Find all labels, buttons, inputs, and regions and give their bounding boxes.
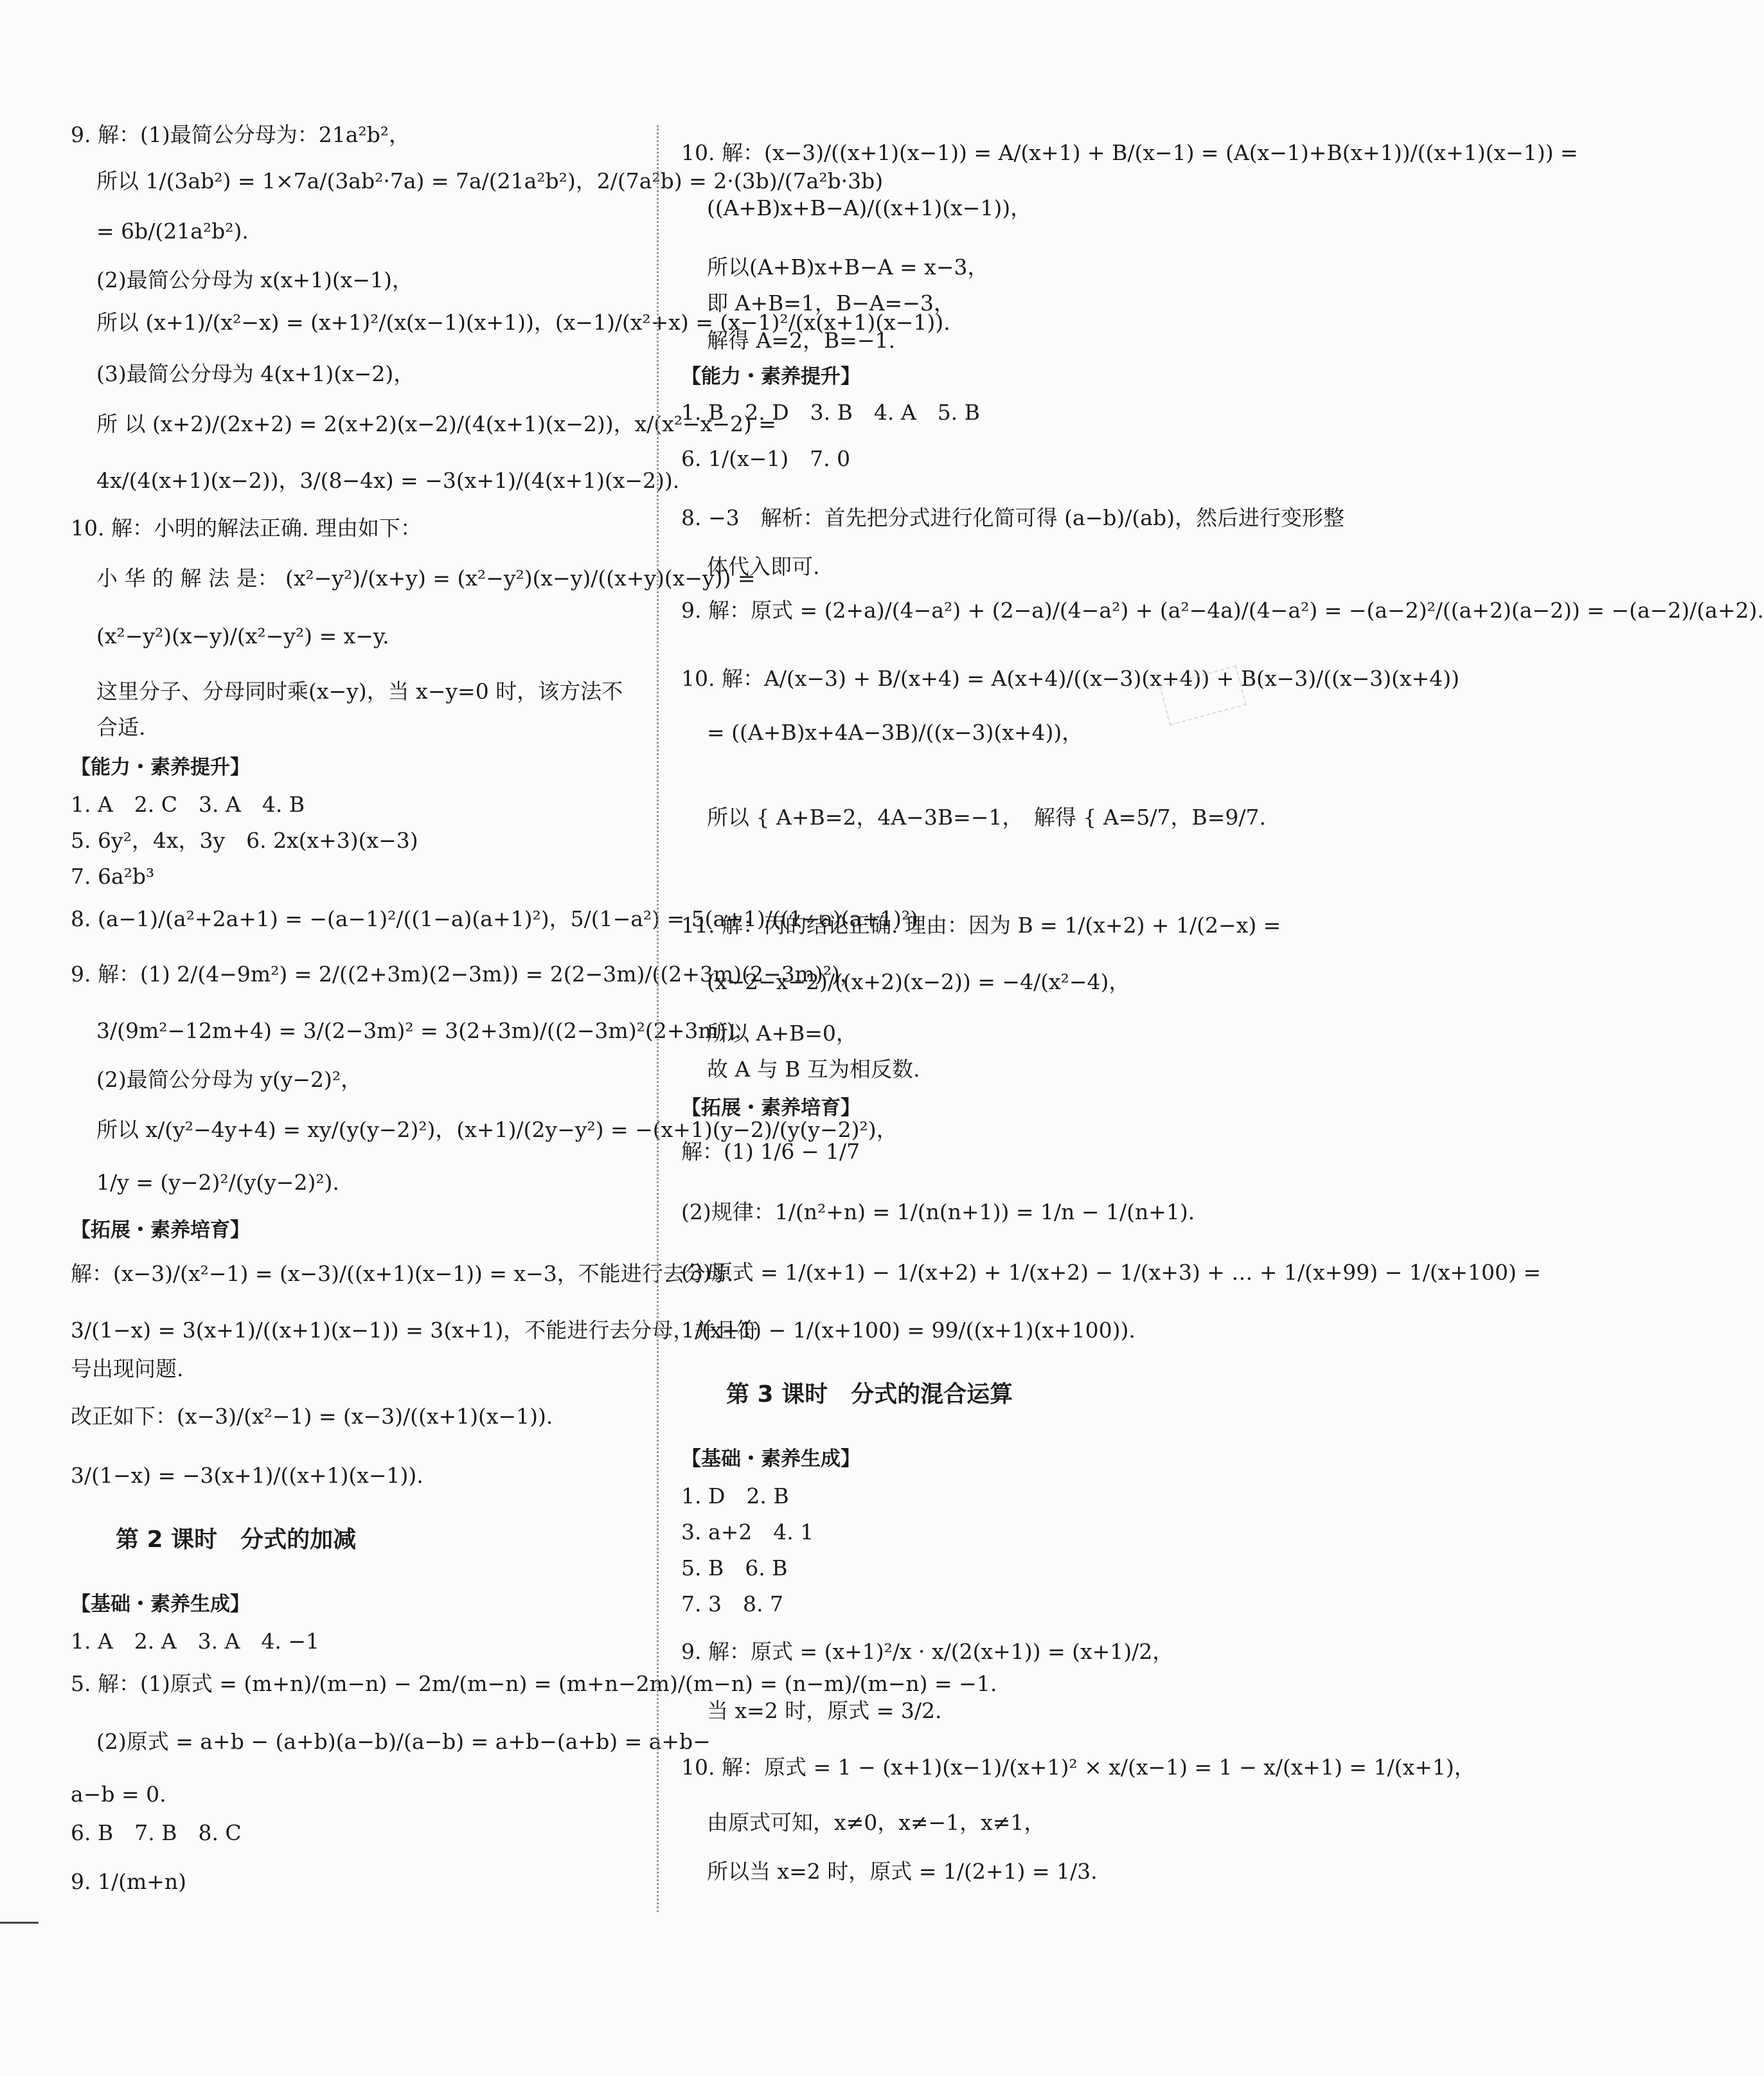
left-line-4: 所以 (x+1)/(x²−x) = (x+1)²/(x(x−1)(x+1))，(x−1)/(x²+x) = (x−1)²/(x(x+1)(x−1)). <box>96 310 950 335</box>
left-line-29: 第 2 课时 分式的加减 <box>116 1526 357 1553</box>
left-line-20: (2)最简公分母为 y(y−2)²， <box>96 1067 362 1092</box>
right-line-21: (3)原式 = 1/(x+1) − 1/(x+2) + 1/(x+2) − 1/(x+3) + … + 1/(x+99) − 1/(x+100) = <box>681 1260 1541 1285</box>
column-divider <box>657 125 659 1912</box>
left-line-18: 9. 解：(1) 2/(4−9m²) = 2/((2+3m)(2−3m)) = 2(2−3m)/((2+3m)(2−3m)²)， <box>71 962 861 987</box>
left-line-24: 解：(x−3)/(x²−1) = (x−3)/((x+1)(x−1)) = x−3，不能进行去分母. <box>71 1261 734 1286</box>
right-line-0: 10. 解：(x−3)/((x+1)(x−1)) = A/(x+1) + B/(x−1) = (A(x−1)+B(x+1))/((x+1)(x−1)) = <box>681 140 1578 165</box>
left-line-7: 4x/(4(x+1)(x−2))，3/(8−4x) = −3(x+1)/(4(x+1)(x−2)). <box>96 468 680 493</box>
right-line-17: 故 A 与 B 互为相反数. <box>707 1057 920 1082</box>
left-line-31: 1. A 2. A 3. A 4. −1 <box>71 1629 320 1654</box>
right-line-24: 【基础・素养生成】 <box>681 1447 860 1471</box>
left-line-11: 这里分子、分母同时乘(x−y)，当 x−y=0 时，该方法不 <box>96 679 623 704</box>
right-line-5: 【能力・素养提升】 <box>681 365 860 388</box>
right-line-2: 所以(A+B)x+B−A = x−3， <box>707 255 989 280</box>
right-line-28: 7. 3 8. 7 <box>681 1591 783 1616</box>
right-line-13: 所以 { A+B=2，4A−3B=−1， 解得 { A=5/7，B=9/7. <box>707 805 1266 830</box>
right-line-27: 5. B 6. B <box>681 1555 788 1580</box>
right-line-18: 【拓展・素养培育】 <box>681 1096 860 1120</box>
right-line-26: 3. a+2 4. 1 <box>681 1519 814 1544</box>
left-line-6: 所 以 (x+2)/(2x+2) = 2(x+2)(x−2)/(4(x+1)(x−2))，x/(x²−x−2) = <box>96 411 776 436</box>
right-line-15: (x−2−x−2)/((x+2)(x−2)) = −4/(x²−4)， <box>707 969 1130 994</box>
left-line-27: 改正如下：(x−3)/(x²−1) = (x−3)/((x+1)(x−1)). <box>71 1404 553 1429</box>
left-line-23: 【拓展・素养培育】 <box>71 1219 250 1242</box>
right-line-4: 解得 A=2，B=−1. <box>707 328 896 353</box>
left-line-14: 1. A 2. C 3. A 4. B <box>71 792 305 817</box>
right-line-1: ((A+B)x+B−A)/((x+1)(x−1))， <box>707 195 1032 220</box>
right-line-32: 由原式可知，x≠0，x≠−1，x≠1， <box>707 1810 1046 1835</box>
right-line-25: 1. D 2. B <box>681 1483 789 1508</box>
left-line-25: 3/(1−x) = 3(x+1)/((x+1)(x−1)) = 3(x+1)，不能进行去分母，并且符 <box>71 1318 758 1343</box>
left-line-0: 9. 解：(1)最简公分母为：21a²b²， <box>71 122 410 147</box>
left-line-22: 1/y = (y−2)²/(y(y−2)²). <box>96 1170 339 1195</box>
left-line-13: 【能力・素养提升】 <box>71 756 250 779</box>
left-line-34: a−b = 0. <box>71 1782 166 1807</box>
left-line-32: 5. 解：(1)原式 = (m+n)/(m−n) − 2m/(m−n) = (m+n−2m)/(m−n) = (n−m)/(m−n) = −1. <box>71 1671 997 1696</box>
left-line-1: 所以 1/(3ab²) = 1×7a/(3ab²·7a) = 7a/(21a²b²)，2/(7a²b) = 2·(3b)/(7a²b·3b) <box>96 168 884 193</box>
left-line-5: (3)最简公分母为 4(x+1)(x−2)， <box>96 361 415 386</box>
left-line-8: 10. 解：小明的解法正确. 理由如下： <box>71 515 422 541</box>
right-line-9: 体代入即可. <box>707 554 820 579</box>
right-line-11: 10. 解：A/(x−3) + B/(x+4) = A(x+4)/((x−3)(x+4)) + B(x−3)/((x−3)(x+4)) <box>681 666 1460 691</box>
right-line-14: 11. 解：丙的结论正确. 理由：因为 B = 1/(x+2) + 1/(2−x) = <box>681 913 1281 938</box>
bottom-rule <box>0 1922 39 1924</box>
left-line-33: (2)原式 = a+b − (a+b)(a−b)/(a−b) = a+b−(a+b) = a+b− <box>96 1729 711 1754</box>
right-line-16: 所以 A+B=0， <box>707 1021 857 1046</box>
left-line-9: 小 华 的 解 法 是： (x²−y²)/(x+y) = (x²−y²)(x−y)/((x+y)(x−y)) = <box>96 566 756 591</box>
left-line-35: 6. B 7. B 8. C <box>71 1820 242 1845</box>
right-line-31: 10. 解：原式 = 1 − (x+1)(x−1)/(x+1)² × x/(x−1) = 1 − x/(x+1) = 1/(x+1)， <box>681 1755 1475 1780</box>
left-line-10: (x²−y²)(x−y)/(x²−y²) = x−y. <box>96 623 389 649</box>
left-line-12: 合适. <box>96 715 146 740</box>
right-line-8: 8. −3 解析：首先把分式进行化简可得 (a−b)/(ab)，然后进行变形整 <box>681 505 1344 530</box>
right-line-12: = ((A+B)x+4A−3B)/((x−3)(x+4))， <box>707 720 1083 745</box>
right-line-33: 所以当 x=2 时，原式 = 1/(2+1) = 1/3. <box>707 1859 1098 1884</box>
left-line-28: 3/(1−x) = −3(x+1)/((x+1)(x−1)). <box>71 1463 423 1488</box>
right-line-22: 1/(x+1) − 1/(x+100) = 99/((x+1)(x+100)). <box>681 1318 1136 1343</box>
left-line-16: 7. 6a²b³ <box>71 864 155 889</box>
right-line-10: 9. 解：原式 = (2+a)/(4−a²) + (2−a)/(4−a²) + (a²−4a)/(4−a²) = −(a−2)²/((a+2)(a−2)) = −(a−2)/(a+2). <box>681 598 1764 623</box>
right-line-19: 解：(1) 1/6 − 1/7 <box>681 1139 860 1164</box>
left-line-3: (2)最简公分母为 x(x+1)(x−1)， <box>96 267 413 292</box>
left-line-21: 所以 x/(y²−4y+4) = xy/(y(y−2)²)，(x+1)/(2y−y²) = −(x+1)(y−2)/(y(y−2)²)， <box>96 1117 898 1142</box>
right-line-7: 6. 1/(x−1) 7. 0 <box>681 446 851 471</box>
right-line-23: 第 3 课时 分式的混合运算 <box>726 1381 1013 1408</box>
left-line-36: 9. 1/(m+n) <box>71 1869 187 1894</box>
left-line-15: 5. 6y²，4x，3y 6. 2x(x+3)(x−3) <box>71 828 418 853</box>
right-line-29: 9. 解：原式 = (x+1)²/x · x/(2(x+1)) = (x+1)/2， <box>681 1639 1174 1664</box>
left-line-2: = 6b/(21a²b²). <box>96 219 249 244</box>
left-line-17: 8. (a−1)/(a²+2a+1) = −(a−1)²/((1−a)(a+1)²)，5/(1−a²) = 5(a+1)/((1−a)(a+1)²) <box>71 906 918 931</box>
right-line-30: 当 x=2 时，原式 = 3/2. <box>707 1698 942 1723</box>
right-line-20: (2)规律：1/(n²+n) = 1/(n(n+1)) = 1/n − 1/(n+1). <box>681 1199 1195 1224</box>
left-line-26: 号出现问题. <box>71 1356 184 1381</box>
left-line-19: 3/(9m²−12m+4) = 3/(2−3m)² = 3(2+3m)/((2−3m)²(2+3m)). <box>96 1018 742 1043</box>
left-line-30: 【基础・素养生成】 <box>71 1593 250 1616</box>
right-line-6: 1. B 2. D 3. B 4. A 5. B <box>681 400 980 425</box>
right-line-3: 即 A+B=1，B−A=−3， <box>707 291 955 316</box>
